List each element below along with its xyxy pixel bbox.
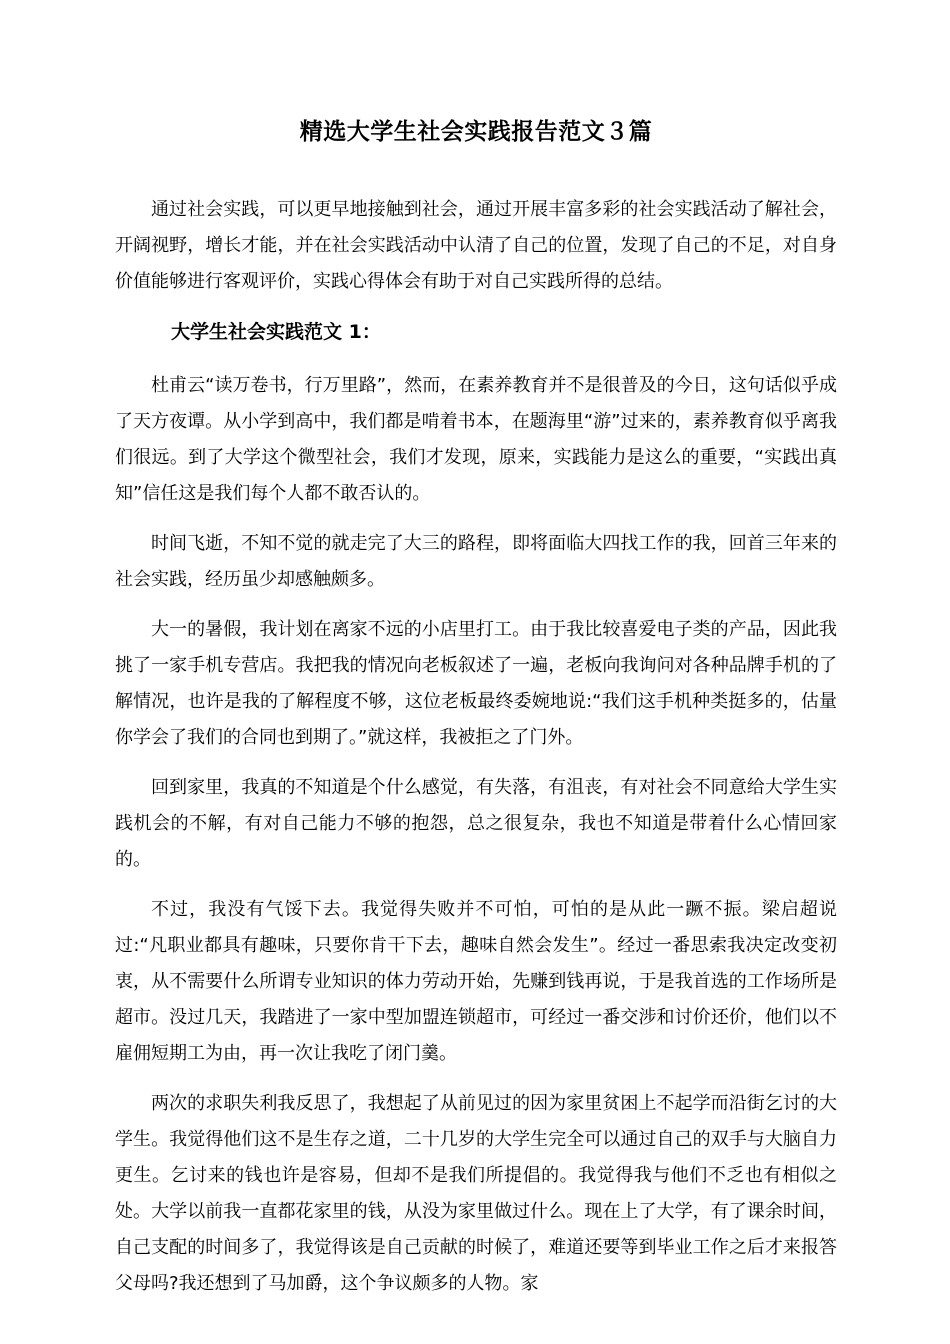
body-paragraph-4: 回到家里，我真的不知道是个什么感觉，有失落，有沮丧，有对社会不同意给大学生实践机会的不解，有对自己能力不够的抱怨，总之很复杂，我也不知道是带着什么心情回家的。 [115,777,837,870]
body-paragraph-1: 杜甫云“读万卷书，行万里路”，然而，在素养教育并不是很普及的今日，这句话似乎成了天方夜谭。从小学到高中，我们都是啃着书本，在题海里“游”过来的，素养教育似乎离我们很远。到了大学这个微型社会，我们才发现，原来，实践能力是这么的重要，“实践出真知”信任这是我们每个人都不敢否认的。 [115,375,837,504]
intro-paragraph: 通过社会实践，可以更早地接触到社会，通过开展丰富多彩的社会实践活动了解社会，开阔视野，增长才能，并在社会实践活动中认清了自己的位置，发现了自己的不足，对自身价值能够进行客观评价，实践心得体会有助于对自己实践所得的总结。 [115,199,837,292]
document-title: 精选大学生社会实践报告范文３篇 [299,119,653,145]
body-paragraph-6: 两次的求职失利我反思了，我想起了从前见过的因为家里贫困上不起学而沿街乞讨的大学生。我觉得他们这不是生存之道，二十几岁的大学生完全可以通过自己的双手与大脑自力更生。乞讨来的钱也许是容易，但却不是我们所提倡的。我觉得我与他们不乏也有相似之处。大学以前我一直都花家里的钱，从没为家里做过什么。现在上了大学，有了课余时间，自己支配的时间多了，我觉得该是自己贡献的时候了，难道还要等到毕业工作之后才来报答父母吗?我还想到了马加爵，这个争议颇多的人物。家 [115,1093,837,1294]
body-paragraph-3: 大一的暑假，我计划在离家不远的小店里打工。由于我比较喜爱电子类的产品，因此我挑了一家手机专营店。我把我的情况向老板叙述了一遍，老板向我询问对各种品牌手机的了解情况，也许是我的了解程度不够，这位老板最终委婉地说:“我们这手机种类挺多的，估量你学会了我们的合同也到期了。”就这样，我被拒之了门外。 [115,619,837,748]
body-paragraph-2: 时间飞逝，不知不觉的就走完了大三的路程，即将面临大四找工作的我，回首三年来的社会实践，经历虽少却感触颇多。 [115,533,837,590]
body-paragraph-5: 不过，我没有气馁下去。我觉得失败并不可怕，可怕的是从此一蹶不振。梁启超说过:“凡职业都具有趣味，只要你肯干下去，趣味自然会发生”。经过一番思索我决定改变初衷，从不需要什么所谓专业知识的体力劳动开始，先赚到钱再说，于是我首选的工作场所是超市。没过几天，我踏进了一家中型加盟连锁超市，可经过一番交涉和讨价还价，他们以不雇佣短期工为由，再一次让我吃了闭门羹。 [115,899,837,1064]
section-heading: 大学生社会实践范文 1： [171,321,381,343]
